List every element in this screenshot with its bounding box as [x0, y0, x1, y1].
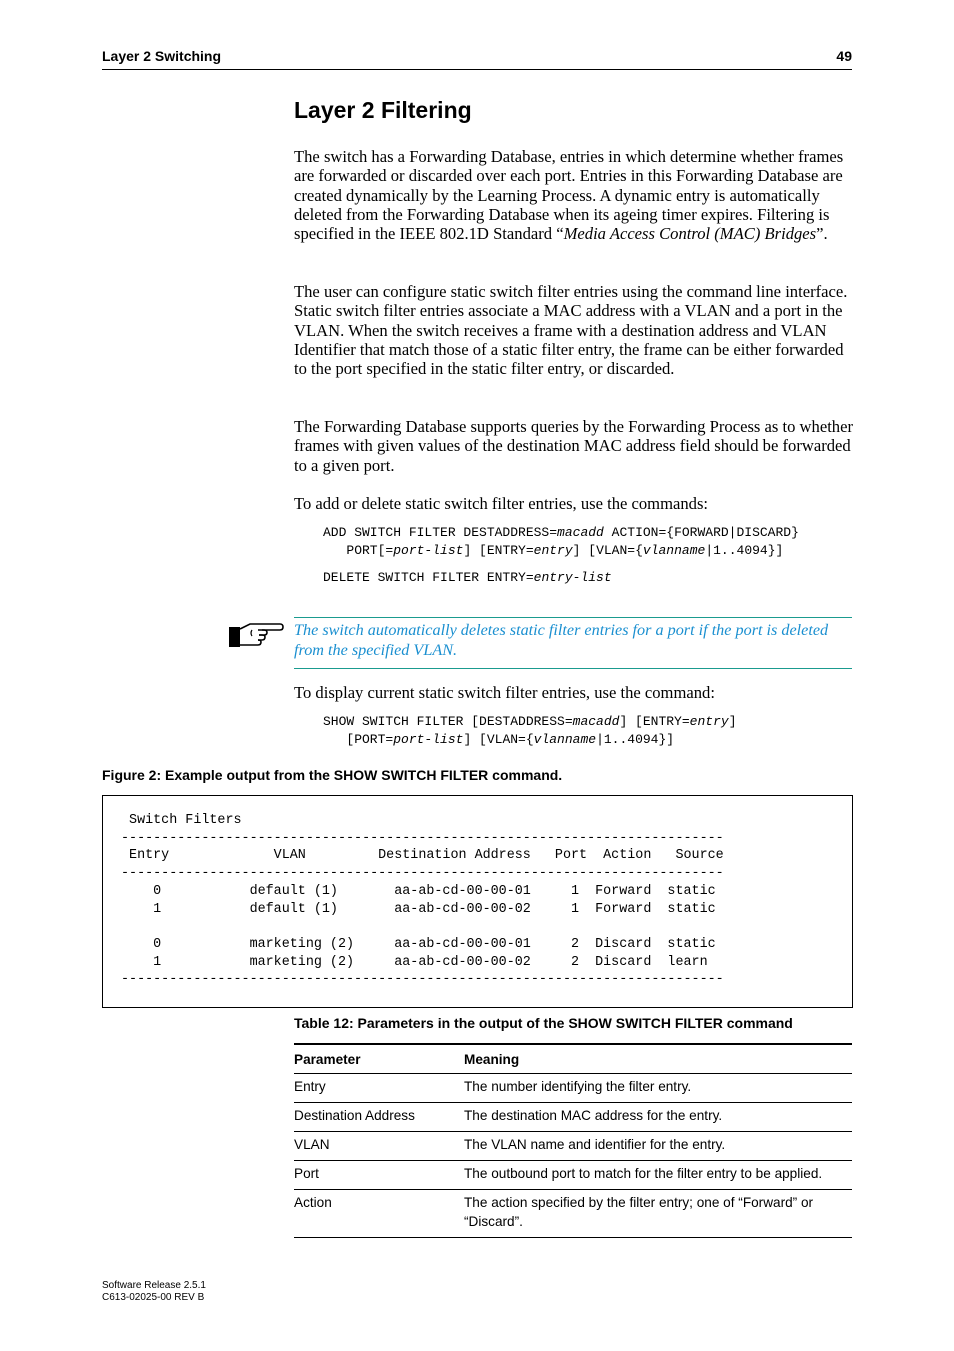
paragraph-static-filters: The user can configure static switch filter entries using the command line interface. Static switch filter entries associate a MAC address with a VLAN and a port in the VLAN. When the switch receives a frame with a destination address and VLAN Identifier that match those of a static filter entry, the frame can be either forwarded to the port specified in the static filter entry, or discarded.: [294, 282, 848, 379]
switch-filter-output: Switch Filters --------------------------------------------------------------------------- Entry VLAN Destination Address Port Action Source --------------------------------------------------------------------------- 0 default (1) aa-ab-cd-00-00-01 1 Forward static 1 default (1) aa-ab-cd-00-00-02 1 Forward static 0 marketing (2) aa-ab-cd-00-00-01 2 Discard static 1 marketing (2) aa-ab-cd-00-00-02 2 Discard learn ---------------------------------------------------------------------------: [121, 813, 724, 988]
figure-caption: Figure 2: Example output from the SHOW SWITCH FILTER command.: [102, 767, 563, 783]
table-row: [294, 1074, 852, 1103]
running-header: [102, 47, 852, 70]
table-caption: Table 12: Parameters in the output of the SHOW SWITCH FILTER command: [294, 1015, 793, 1031]
meaning-cell: The number identifying the filter entry.: [464, 1079, 692, 1094]
parameter-cell: Port: [294, 1166, 319, 1181]
paragraph-text: The switch has a Forwarding Database, entries in which determine whether frames are forwarded or discarded over each port. Entries in this Forwarding Database are created dynamically by the Learning Process. A dynamic entry is automatically deleted from the Forwarding Database when its ageing timer expires. Filtering is specified in the IEEE 802.1D Standard “: [294, 147, 844, 244]
pointing-hand-icon: [228, 618, 284, 655]
footer-release: Software Release 2.5.1: [102, 1280, 206, 1291]
page-number: 49: [836, 48, 852, 64]
meaning-cell: The VLAN name and identifier for the entry.: [464, 1137, 726, 1152]
table-row: [294, 1190, 852, 1238]
paragraph-forwarding-database: [294, 147, 854, 243]
standard-title: Media Access Control (MAC) Bridges: [563, 224, 817, 244]
note-text: The switch automatically deletes static filter entries for a port if the port is deleted from the specified VLAN.: [294, 621, 829, 659]
delete-command-syntax: DELETE SWITCH FILTER ENTRY=entry-list: [323, 570, 612, 585]
parameter-cell: Entry: [294, 1079, 326, 1094]
paragraph-add-delete-intro: To add or delete static switch filter entries, use the commands:: [294, 494, 709, 513]
show-command-syntax: SHOW SWITCH FILTER [DESTADDRESS=macadd] [ENTRY=entry] [PORT=port-list] [VLAN={vlanname|1..4094}]: [323, 714, 737, 747]
table-row: [294, 1161, 852, 1190]
page-title: Layer 2 Filtering: [294, 97, 472, 123]
page-footer: [102, 1280, 206, 1304]
parameter-cell: Destination Address: [294, 1108, 415, 1123]
parameters-table: [294, 1043, 852, 1238]
note-box: [294, 617, 852, 669]
parameter-cell: Action: [294, 1195, 332, 1210]
meaning-cell: The outbound port to match for the filter entry to be applied.: [464, 1166, 823, 1181]
footer-doc-number: C613-02025-00 REV B: [102, 1292, 205, 1303]
paragraph-queries: The Forwarding Database supports queries by the Forwarding Process as to whether frames with given values of the destination MAC address field should be forwarded to a given port.: [294, 417, 853, 475]
column-header-parameter: Parameter: [294, 1051, 361, 1067]
table-header-row: [294, 1044, 852, 1074]
header-section-title: Layer 2 Switching: [102, 48, 222, 64]
paragraph-text-end: ”.: [816, 224, 828, 244]
table-row: [294, 1132, 852, 1161]
figure-output-box: [102, 795, 853, 1008]
table-row: [294, 1103, 852, 1132]
parameter-cell: VLAN: [294, 1137, 330, 1152]
paragraph-display-intro: To display current static switch filter entries, use the command:: [294, 683, 715, 702]
meaning-cell: The destination MAC address for the entry.: [464, 1108, 723, 1123]
column-header-meaning: Meaning: [464, 1051, 520, 1067]
meaning-cell: The action specified by the filter entry; one of “Forward” or “Discard”.: [464, 1195, 814, 1229]
add-command-syntax: ADD SWITCH FILTER DESTADDRESS=macadd ACTION={FORWARD|DISCARD} PORT[=port-list] [ENTRY=entry] [VLAN={vlanname|1..4094}]: [323, 525, 799, 558]
